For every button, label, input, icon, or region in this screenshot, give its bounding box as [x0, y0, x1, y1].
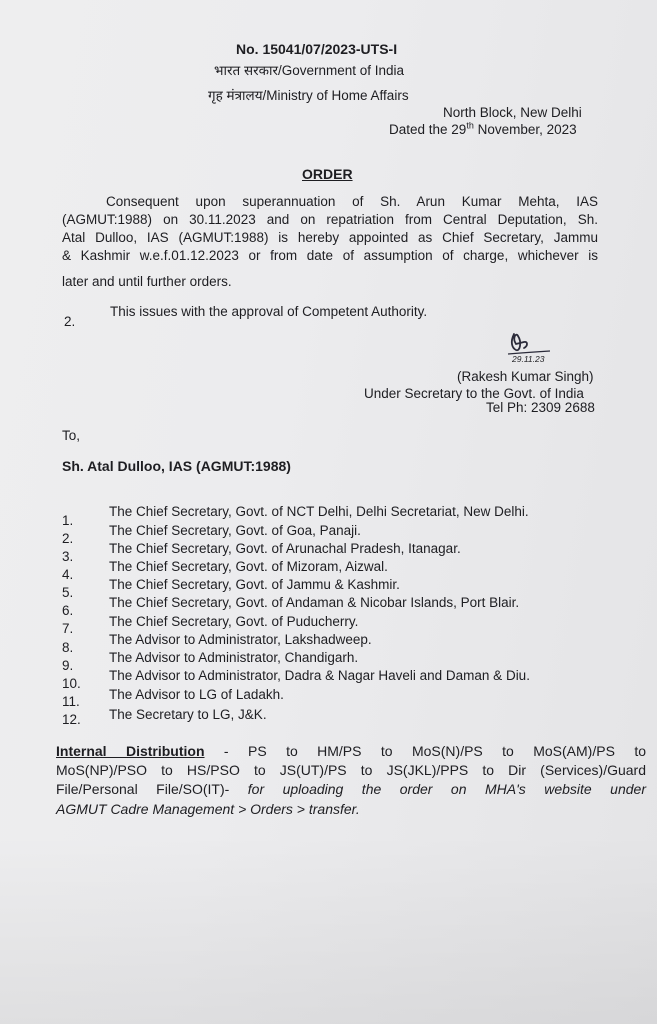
order-para-line-1: Consequent upon superannuation of Sh. Arun Kumar Mehta, IAS — [106, 194, 598, 209]
order-para-line-4: & Kashmir w.e.f.01.12.2023 or from date of assumption of charge, whichever is — [62, 248, 598, 263]
list-item: The Chief Secretary, Govt. of Goa, Panaji. — [109, 523, 361, 538]
list-item: The Chief Secretary, Govt. of NCT Delhi, Delhi Secretariat, New Delhi. — [109, 504, 529, 519]
date-prefix: Dated the 29 — [389, 122, 467, 137]
list-item-number: 1. — [62, 513, 74, 528]
internal-distribution-line1-rest: - PS to HM/PS to MoS(N)/PS to MoS(AM)/PS to — [223, 743, 646, 759]
list-item-number: 3. — [62, 549, 74, 564]
list-item-number: 2. — [62, 531, 74, 546]
to-label: To, — [62, 428, 81, 443]
order-heading: ORDER — [302, 166, 353, 182]
internal-distribution-line-4: AGMUT Cadre Management > Orders > transfer. — [56, 801, 360, 817]
office-location: North Block, New Delhi — [443, 105, 582, 120]
para2-text: This issues with the approval of Competent Authority. — [110, 304, 428, 319]
list-item: The Chief Secretary, Govt. of Puducherry. — [109, 614, 359, 629]
list-item-number: 8. — [62, 640, 74, 655]
list-item: The Secretary to LG, J&K. — [109, 707, 267, 722]
internal-distribution-label: Internal Distribution — [56, 743, 205, 759]
internal-distribution-line-2: MoS(NP)/PSO to HS/PSO to JS(UT)/PS to JS(JKL)/PPS to Dir (Services)/Guard — [56, 762, 646, 778]
list-item: The Chief Secretary, Govt. of Jammu & Kashmir. — [109, 577, 400, 592]
signatory-designation: Under Secretary to the Govt. of India — [364, 386, 584, 401]
list-item-number: 12. — [62, 712, 81, 727]
list-item-number: 5. — [62, 585, 74, 600]
order-para-line-5: later and until further orders. — [62, 274, 232, 289]
internal-distribution-line-3 — [56, 780, 646, 798]
file-number: No. 15041/07/2023-UTS-I — [236, 41, 398, 57]
signatory-name: (Rakesh Kumar Singh) — [457, 369, 594, 384]
list-item-number: 4. — [62, 567, 74, 582]
list-item-number: 10. — [62, 676, 81, 691]
addressee-name: Sh. Atal Dulloo, IAS (AGMUT:1988) — [62, 458, 291, 474]
date-rest: November, 2023 — [473, 122, 577, 137]
date-suffix: th — [466, 120, 474, 131]
list-item: The Advisor to LG of Ladakh. — [109, 687, 284, 702]
list-item: The Advisor to Administrator, Lakshadweep. — [109, 632, 372, 647]
internal-distribution-line3-italic: for uploading the order on MHA's website under — [247, 781, 646, 797]
order-date — [389, 121, 577, 139]
list-item: The Chief Secretary, Govt. of Arunachal Pradesh, Itanagar. — [109, 541, 461, 556]
list-item: The Chief Secretary, Govt. of Andaman & Nicobar Islands, Port Blair. — [109, 595, 520, 610]
list-item-number: 9. — [62, 658, 74, 673]
list-item-number: 7. — [62, 621, 74, 636]
government-line: भारत सरकार/Government of India — [214, 63, 405, 78]
order-para-line-2: (AGMUT:1988) on 30.11.2023 and on repatriation from Central Deputation, Sh. — [62, 212, 598, 227]
para2-number: 2. — [64, 314, 76, 329]
list-item: The Advisor to Administrator, Dadra & Nagar Haveli and Daman & Diu. — [109, 668, 530, 683]
list-item-number: 6. — [62, 603, 74, 618]
signatory-phone: Tel Ph: 2309 2688 — [486, 400, 595, 415]
internal-distribution-line-1 — [56, 742, 646, 760]
list-item: The Advisor to Administrator, Chandigarh. — [109, 650, 359, 665]
internal-distribution-line3-plain: File/Personal File/SO(IT)- — [56, 781, 230, 797]
list-item-number: 11. — [62, 694, 80, 709]
order-para-line-3: Atal Dulloo, IAS (AGMUT:1988) is hereby appointed as Chief Secretary, Jammu — [62, 230, 598, 245]
list-item: The Chief Secretary, Govt. of Mizoram, Aizwal. — [109, 559, 388, 574]
signature-initial-date: 29.11.23 — [512, 354, 545, 364]
ministry-line: गृह मंत्रालय/Ministry of Home Affairs — [208, 88, 409, 103]
